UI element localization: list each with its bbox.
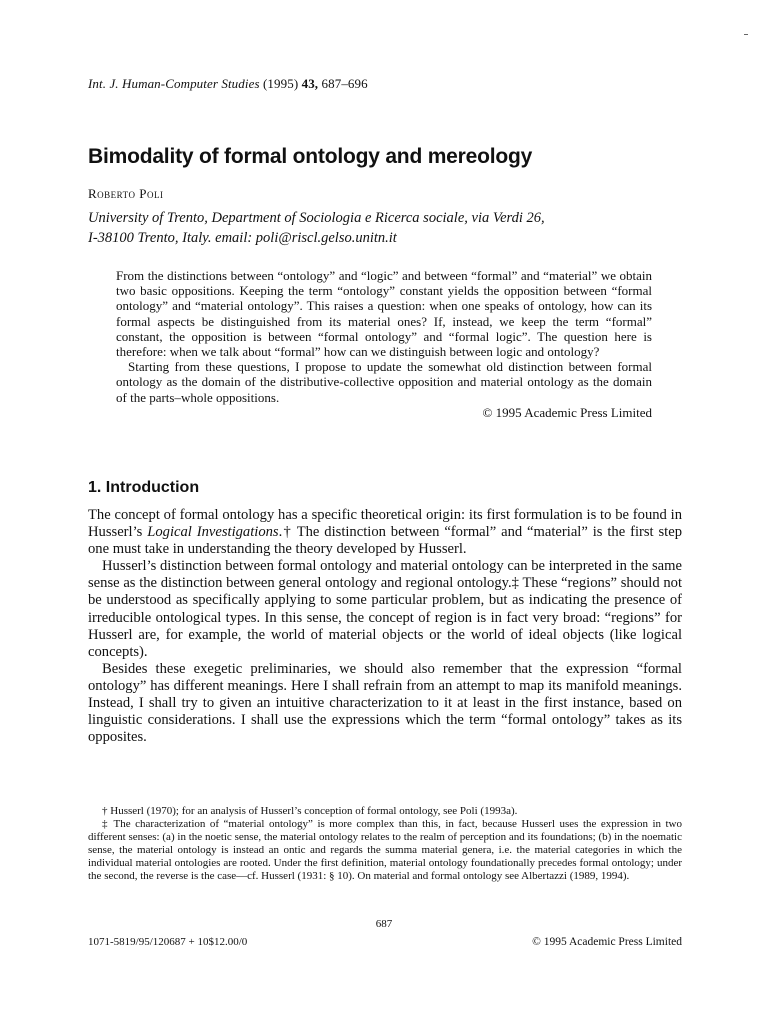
author-name: Roberto Poli: [88, 186, 164, 201]
footnote-2: ‡ The characterization of “material ontology” is more complex than this, in fact, because Husserl uses the expression in two different senses: (a) in the noetic sense, the material ontology relates to the realm of perception and its foundations; (b) in the noematic sense, the material ontology is instead an ontic and regards the summa material genera, i.e. the material categories in which the individual material ontologies are rooted. Under the first definition, material ontology foundationally precedes formal ontology; under the second, the reverse is the case—cf. Husserl (1931: § 10). On material and formal ontology see Albertazzi (1989, 1994).: [88, 818, 682, 882]
affiliation-line-2: I-38100 Trento, Italy. email: poli@riscl.gelso.unitn.it: [88, 230, 397, 246]
journal-pages: 687–696: [321, 76, 368, 91]
author-affiliation: [88, 208, 688, 248]
section-heading: 1. Introduction: [88, 479, 200, 496]
abstract-copyright: © 1995 Academic Press Limited: [482, 404, 652, 420]
journal-name: Int. J. Human-Computer Studies: [88, 76, 260, 91]
journal-year: (1995): [262, 76, 299, 91]
affiliation-line-1: University of Trento, Department of Sociologia e Ricerca sociale, via Verdi 26,: [88, 210, 545, 226]
book-title-italic: Logical Investigations: [147, 524, 279, 541]
abstract-paragraph-1: From the distinctions between “ontology” and “logic” and between “formal” and “material” we obtain two basic oppositions. Keeping the term “ontology” constant yields the opposition between “formal ontology” and “material ontology”. This raises a question: when one speaks of ontology, how can its formal aspects be distinguished from its material ones? If, instead, we keep the term “formal” constant, the opposition is between “formal ontology” and “formal logic”. The question here is therefore: when we talk about “formal” how can we distinguish between logic and ontology?: [116, 268, 652, 360]
abstract-paragraph-2: Starting from these questions, I propose to update the somewhat old distinction between formal ontology as the domain of the distributive-collective opposition and material ontology as the domain of the parts–whole oppositions.: [116, 359, 652, 405]
body-paragraph-1: [88, 507, 682, 558]
journal-volume: 43,: [301, 76, 319, 91]
section-body: [88, 507, 682, 746]
journal-citation: [88, 76, 368, 92]
body-paragraph-2: Husserl’s distinction between formal ontology and material ontology can be interpreted in the same sense as the distinction between general ontology and regional ontology.‡ These “regions” should not be understood as specifically applying to some particular problem, but as indicating the presence of irreducible ontological types. In this sense, the concept of region is in fact very broad: “regions” for Husserl are, for example, the world of material objects or the world of ideal objects (like logical concepts).: [88, 558, 682, 660]
body-p1-end: .† The distinction between “formal” and “material” is the first step one must take in understanding the theory developed by Husserl.: [88, 524, 683, 558]
issn-code: 1071-5819/95/120687 + 10$12.00/0: [88, 936, 248, 948]
body-paragraph-3: Besides these exegetic preliminaries, we should also remember that the expression “formal ontology” has different meanings. Here I shall refrain from an attempt to map its manifold meanings. Instead, I shall try to given an intuitive characterization to it at least in the first instance, based on linguistic considerations. I shall use the expressions which the term “formal ontology” takes as its opposites.: [88, 660, 682, 746]
footnote-1: † Husserl (1970); for an analysis of Husserl’s conception of formal ontology, see Poli (1993a).: [102, 805, 518, 817]
footer-copyright: © 1995 Academic Press Limited: [532, 936, 682, 948]
footnotes: [88, 805, 682, 883]
abstract: [116, 268, 652, 420]
body-p1-start: The concept of formal ontology has a specific theoretical origin: its first formulation is to be found in Husserl’s: [88, 507, 682, 541]
scan-mark: [744, 34, 748, 35]
page-number: 687: [375, 918, 393, 930]
article-title: Bimodality of formal ontology and mereology: [88, 145, 533, 168]
